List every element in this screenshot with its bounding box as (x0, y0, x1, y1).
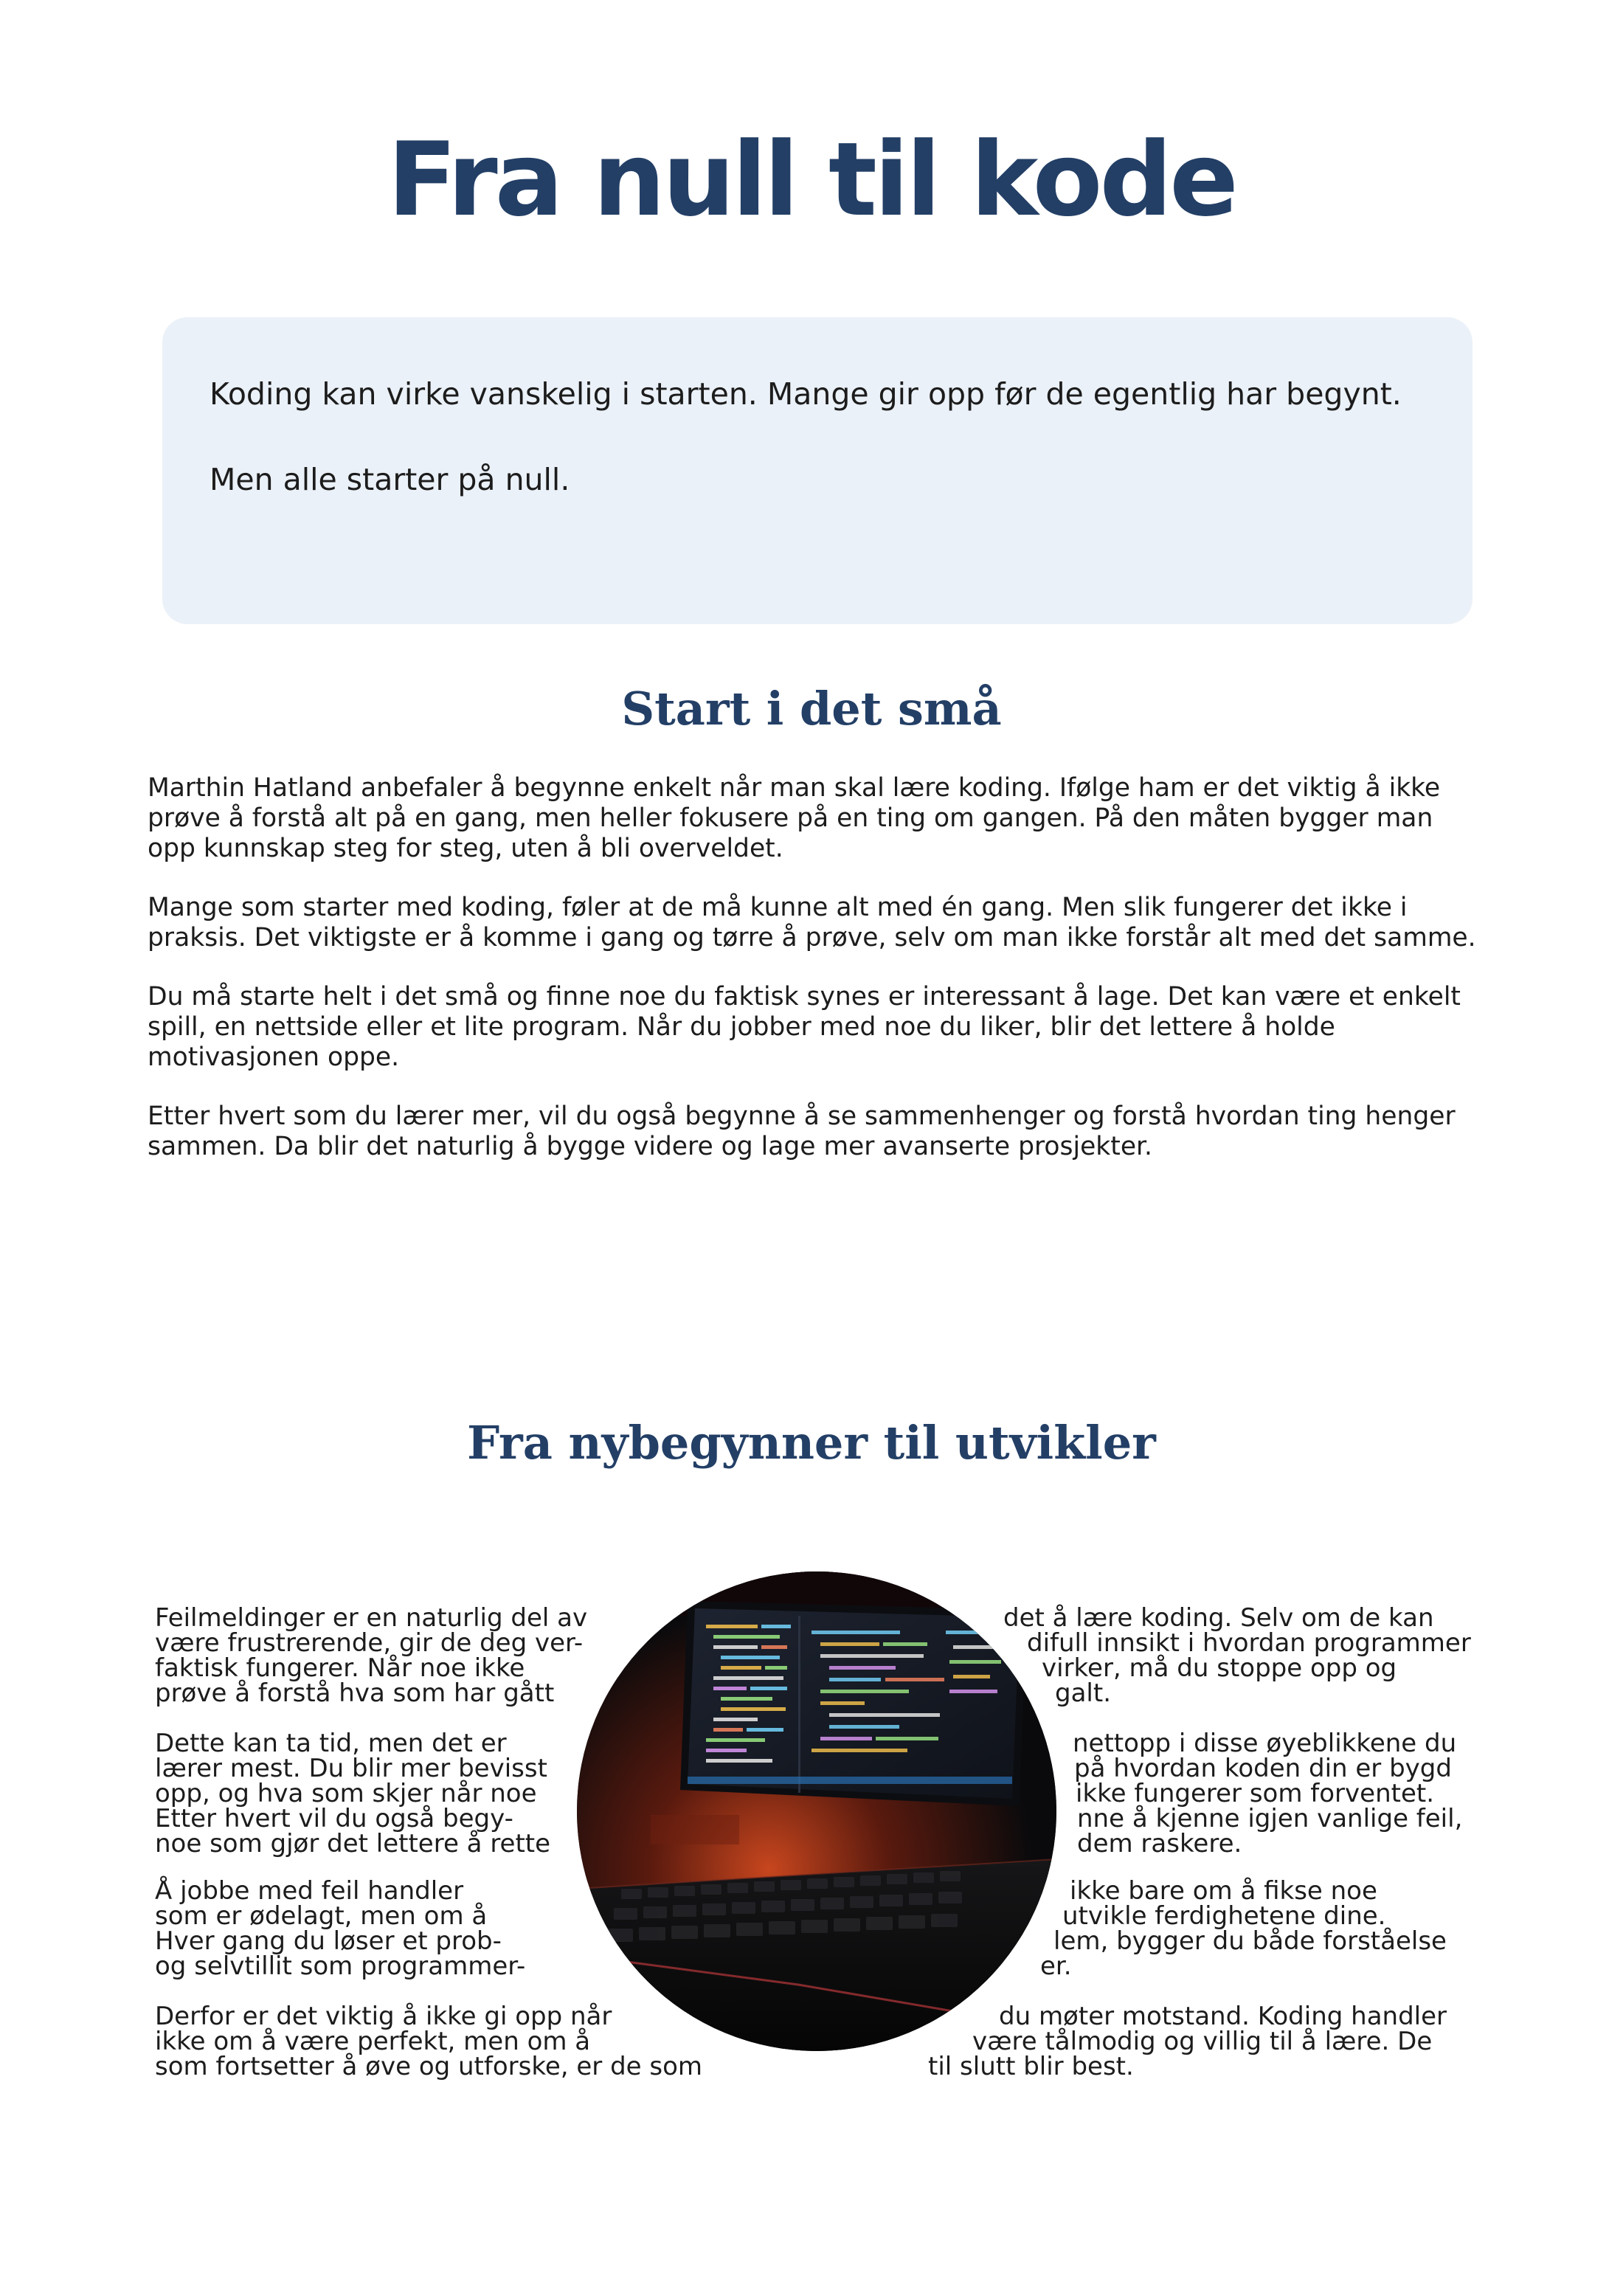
wrap-line-right: ikke bare om å fikse noe (1070, 1876, 1377, 1906)
wrap-line-right: det å lære koding. Selv om de kan (1003, 1603, 1434, 1633)
wrap-line-right: er. (1040, 1951, 1072, 1981)
wrap-line-left: Dette kan ta tid, men det er (155, 1729, 507, 1758)
monitor-keyboard-illustration (577, 1571, 1056, 2051)
paragraph: Etter hvert som du lærer mer, vil du også begynne å se sammenhenger og forstå hvordan ting henger sammen. Da blir det naturlig å bygge videre og lage mer avanserte prosjekter. (148, 1102, 1456, 1161)
wrap-line-right: nettopp i disse øyeblikkene du (1073, 1729, 1457, 1758)
wrap-line-left: opp, og hva som skjer når noe (155, 1779, 537, 1808)
wrap-line-left: Å jobbe med feil handler (155, 1876, 464, 1906)
wrap-line-right: dem raskere. (1077, 1829, 1242, 1858)
wrap-line-left: Etter hvert vil du også begy- (155, 1804, 513, 1833)
section-heading-utvikler: Fra nybegynner til utvikler (467, 1416, 1156, 1470)
wrap-line-left: Feilmeldinger er en naturlig del av (155, 1603, 588, 1633)
intro-line-2: Men alle starter på null. (210, 462, 570, 497)
wrap-line-left: Hver gang du løser et prob- (155, 1926, 502, 1956)
wrap-line-left: prøve å forstå hva som har gått (155, 1678, 555, 1708)
wrap-line-left: som er ødelagt, men om å (155, 1901, 488, 1931)
wrap-line-left: og selvtillit som programmer- (155, 1951, 526, 1981)
paragraph: Mange som starter med koding, føler at de må kunne alt med én gang. Men slik fungerer det ikke i praksis. Det viktigste er å komme i gang og tørre å prøve, selv om man ikke forstår alt med det samme. (148, 893, 1476, 952)
paragraph: Du må starte helt i det små og finne noe du faktisk synes er interessant å lage. Det kan være et enkelt spill, en nettside eller et lite program. Når du jobber med noe du liker, blir det lettere å holde motivasjonen oppe. (148, 982, 1461, 1072)
paragraph: Marthin Hatland anbefaler å begynne enkelt når man skal lære koding. Ifølge ham er det viktig å ikke prøve å forstå alt på en gang, men heller fokusere på en ting om gangen. På den måten bygger man opp kunnskap steg for steg, uten å bli overveldet. (148, 773, 1441, 863)
page-title: Fra null til kode (387, 120, 1236, 239)
wrap-line-right: til slutt blir best. (928, 2052, 1134, 2081)
wrap-line-left: Derfor er det viktig å ikke gi opp når (155, 2002, 612, 2031)
wrap-line-right: være tålmodig og villig til å lære. De (972, 2027, 1433, 2056)
section-heading-start: Start i det små (621, 682, 1002, 736)
wrap-line-right: utvikle ferdighetene dine. (1062, 1901, 1386, 1931)
wrap-line-right: lem, bygger du både forståelse (1053, 1926, 1447, 1956)
intro-line-1: Koding kan virke vanskelig i starten. Mange gir opp før de egentlig har begynt. (210, 376, 1402, 412)
wrap-line-right: nne å kjenne igjen vanlige feil, (1077, 1804, 1463, 1833)
intro-box (162, 317, 1473, 624)
wrap-line-left: faktisk fungerer. Når noe ikke (155, 1653, 525, 1683)
wrap-line-right: galt. (1055, 1678, 1112, 1708)
wrap-line-right: du møter motstand. Koding handler (999, 2002, 1447, 2031)
wrap-line-left: lærer mest. Du blir mer bevisst (155, 1754, 547, 1783)
wrap-line-left: ikke om å være perfekt, men om å (155, 2027, 591, 2056)
coding-setup-photo (577, 1571, 1056, 2051)
wrap-line-right: virker, må du stoppe opp og (1042, 1653, 1397, 1683)
wrap-line-left: som fortsetter å øve og utforske, er de som (155, 2052, 703, 2081)
section-body-start (148, 773, 1483, 1191)
wrap-line-right: på hvordan koden din er bygd (1074, 1754, 1452, 1783)
wrap-line-right: ikke fungerer som forventet. (1076, 1779, 1435, 1808)
wrap-line-right: difull innsikt i hvordan programmer (1027, 1628, 1471, 1658)
wrap-line-left: være frustrerende, gir de deg ver- (155, 1628, 584, 1658)
wrap-line-left: noe som gjør det lettere å rette (155, 1829, 551, 1858)
